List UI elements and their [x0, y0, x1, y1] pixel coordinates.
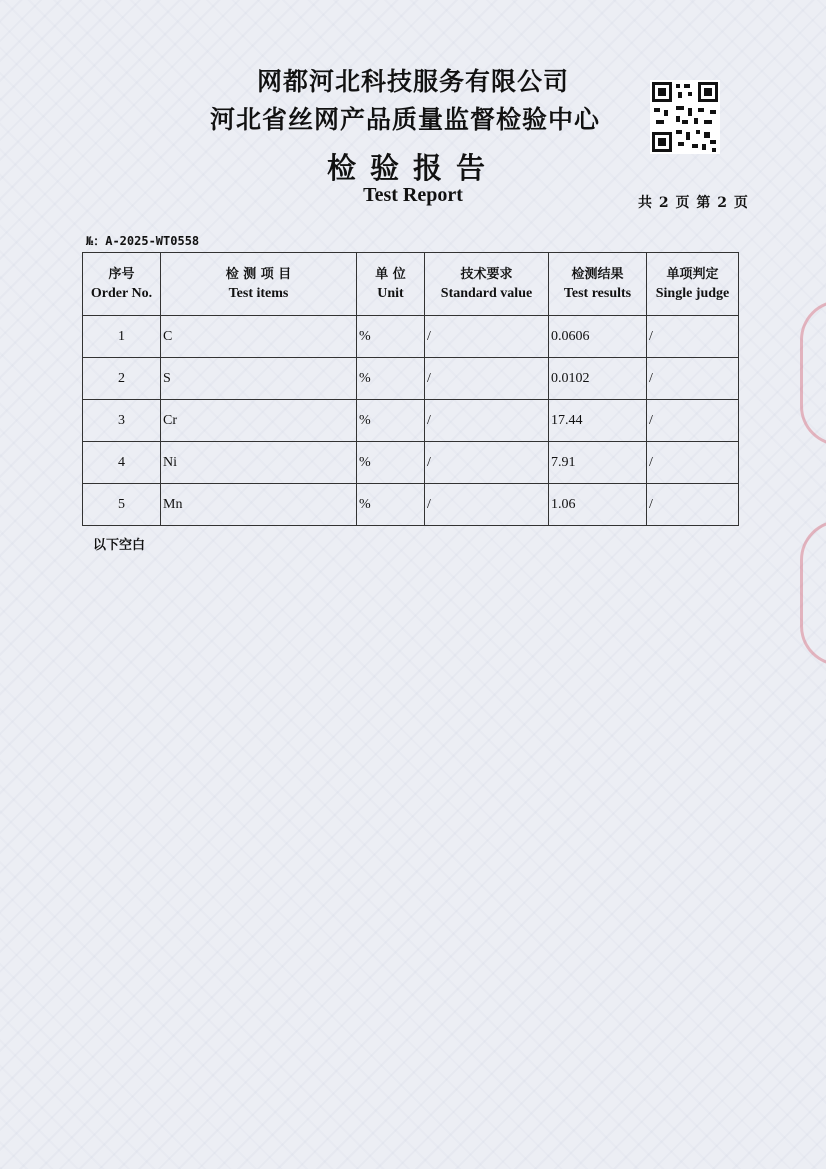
table-row — [83, 316, 739, 358]
cell-test-item: Cr — [161, 400, 357, 442]
test-results-table — [82, 252, 739, 526]
company-name: 网都河北科技服务有限公司 — [256, 67, 569, 96]
header-order-no: 序号 Order No. — [83, 253, 161, 316]
cell-standard: / — [425, 358, 549, 400]
report-title-cn: 检验报告 — [326, 151, 499, 185]
header-unit: 单 位 Unit — [357, 253, 425, 316]
cell-judge: / — [647, 400, 739, 442]
cell-judge: / — [647, 484, 739, 526]
cell-result: 7.91 — [549, 442, 647, 484]
cell-result: 0.0102 — [549, 358, 647, 400]
cell-unit: % — [357, 316, 425, 358]
cell-judge: / — [647, 316, 739, 358]
header-test-results: 检测结果 Test results — [549, 253, 647, 316]
cell-unit: % — [357, 442, 425, 484]
cell-standard: / — [425, 316, 549, 358]
cell-order-no: 4 — [83, 442, 161, 484]
cell-result: 17.44 — [549, 400, 647, 442]
cell-judge: / — [647, 358, 739, 400]
header-standard-value: 技术要求 Standard value — [425, 253, 549, 316]
table-row — [83, 358, 739, 400]
qr-code-icon[interactable] — [650, 80, 720, 154]
cell-order-no: 2 — [83, 358, 161, 400]
cell-result: 0.0606 — [549, 316, 647, 358]
cell-standard: / — [425, 484, 549, 526]
cell-test-item: C — [161, 316, 357, 358]
table-header-row — [83, 253, 739, 316]
cell-order-no: 5 — [83, 484, 161, 526]
cell-order-no: 1 — [83, 316, 161, 358]
blank-below-note: 以下空白 — [93, 538, 146, 553]
red-seal-stamp — [800, 520, 826, 666]
cell-judge: / — [647, 442, 739, 484]
cell-unit: % — [357, 400, 425, 442]
cell-standard: / — [425, 442, 549, 484]
header-test-items: 检 测 项 目 Test items — [161, 253, 357, 316]
page-indicator: 共 2 页 第 2 页 — [638, 195, 749, 211]
cell-unit: % — [357, 358, 425, 400]
table-row — [83, 400, 739, 442]
header-single-judge: 单项判定 Single judge — [647, 253, 739, 316]
cell-test-item: Ni — [161, 442, 357, 484]
table-row — [83, 484, 739, 526]
report-number: №：A-2025-WT0558 — [86, 234, 200, 248]
table-row — [83, 442, 739, 484]
cell-unit: % — [357, 484, 425, 526]
red-seal-stamp — [800, 300, 826, 446]
center-name: 河北省丝网产品质量监督检验中心 — [209, 105, 600, 134]
report-title-en: Test Report — [363, 184, 463, 206]
cell-result: 1.06 — [549, 484, 647, 526]
cell-standard: / — [425, 400, 549, 442]
cell-test-item: S — [161, 358, 357, 400]
cell-test-item: Mn — [161, 484, 357, 526]
cell-order-no: 3 — [83, 400, 161, 442]
